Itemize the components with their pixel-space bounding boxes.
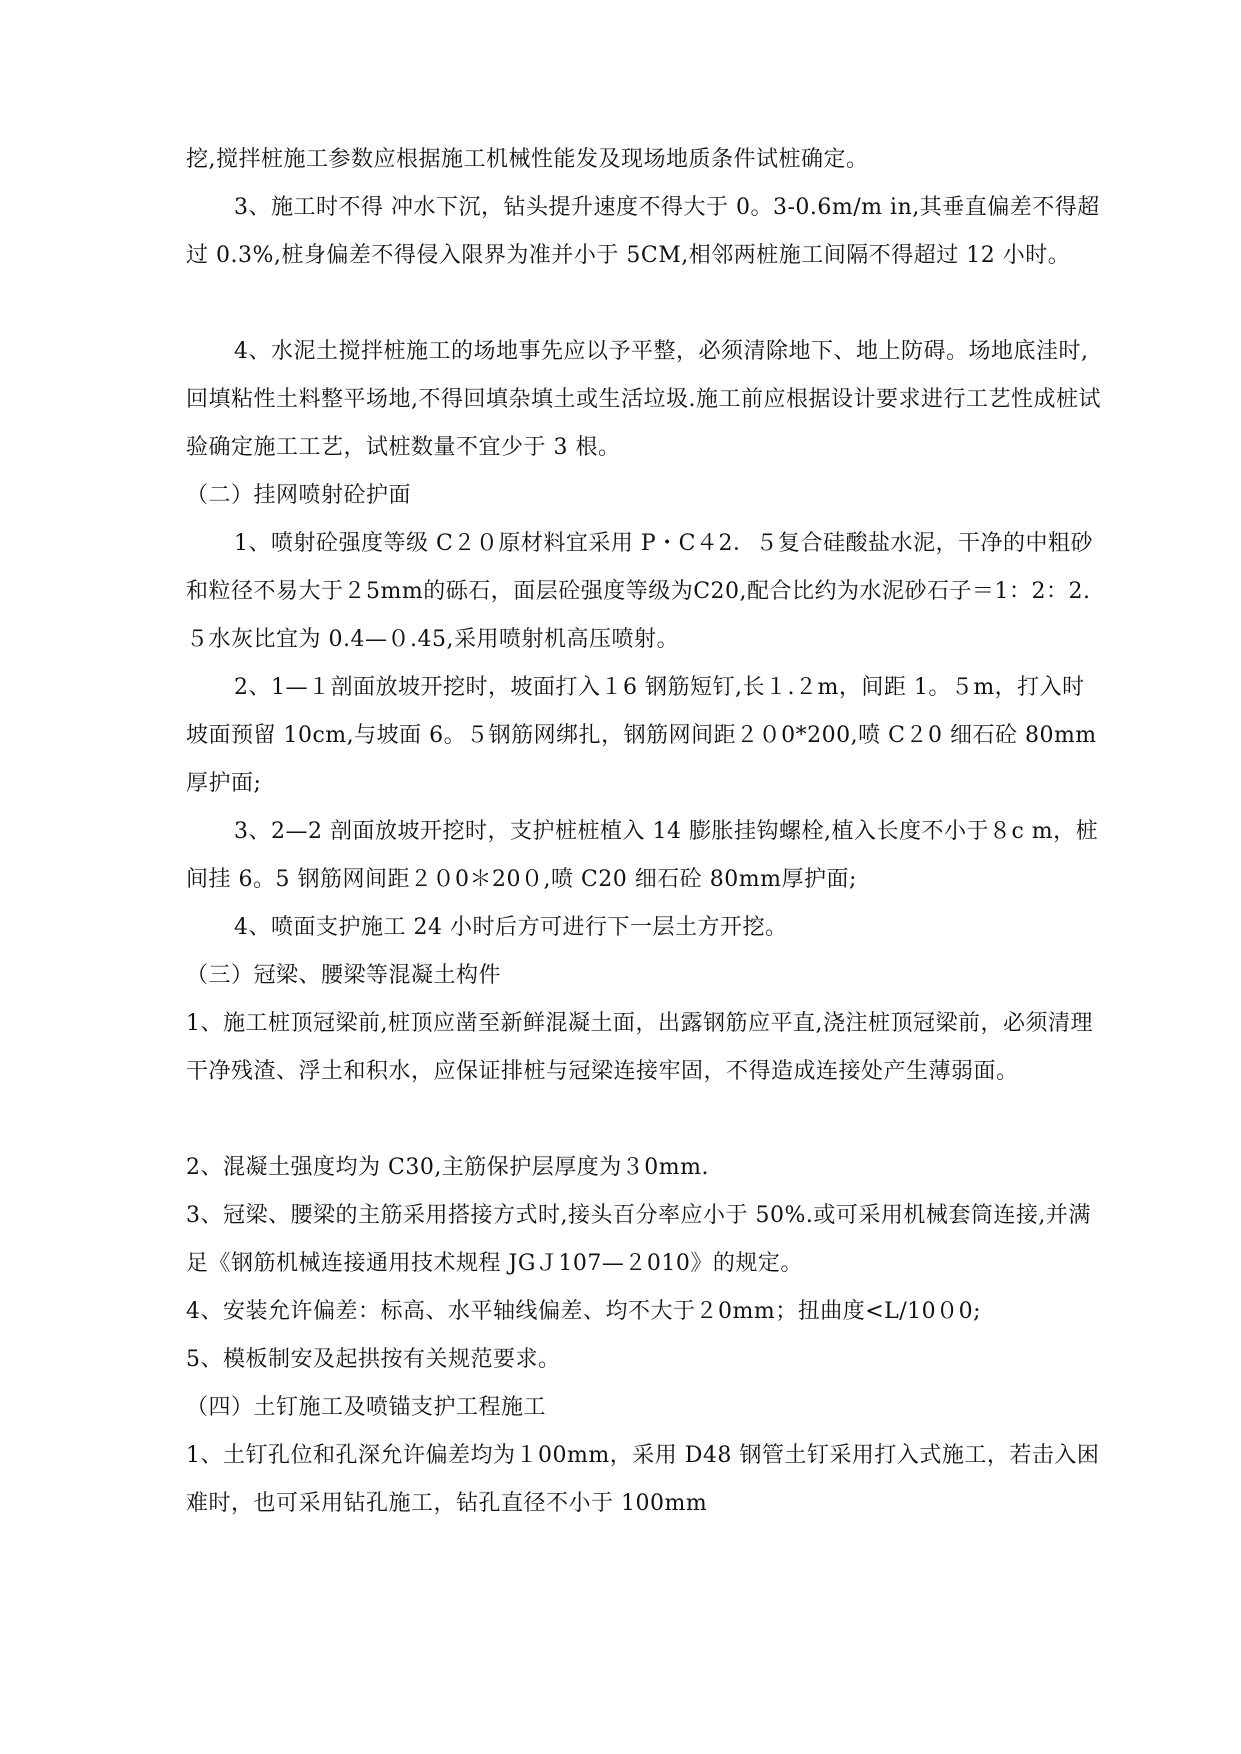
paragraph-item-1c: 1、施工桩顶冠梁前,桩顶应凿至新鲜混凝土面，出露钢筋应平直,浇注桩顶冠梁前，必须清理干净残渣、浮土和积水，应保证排桩与冠梁连接牢固，不得造成连接处产生薄弱面。	[186, 1011, 1093, 1084]
paragraph-item-3: 3、施工时不得 冲水下沉，钻头提升速度不得大于 0。3-0.6m/m in,其垂直偏差不得超过 0.3%,桩身偏差不得侵入限界为准并小于 5CM,相邻两桩施工间隔不得超过 12 小时。	[186, 195, 1100, 268]
paragraph-item-2: 2、1—１剖面放坡开挖时，坡面打入１6 钢筋短钉,长１.２m，间距 1。５m，打入时坡面预留 10cm,与坡面 6。５钢筋网绑扎，钢筋网间距２０0*200,喷 C２0 细石砼 80mm 厚护面;	[186, 675, 1097, 796]
paragraph-continuation: 挖,搅拌桩施工参数应根据施工机械性能发及现场地质条件试桩确定。	[186, 147, 869, 172]
paragraph-item-4: 4、水泥土搅拌桩施工的场地事先应以予平整，必须清除地下、地上防碍。场地底洼时,回填粘性土料整平场地,不得回填杂填土或生活垃圾.施工前应根据设计要求进行工艺性成桩试验确定施工工艺，试桩数量不宜少于 3 根。	[186, 339, 1101, 460]
paragraph-item-3b: 3、2—2 剖面放坡开挖时，支护桩桩植入 14 膨胀挂钩螺栓,植入长度不小于８c m，桩间挂 6。5 钢筋网间距２０0＊20０,喷 C20 细石砼 80mm厚护面;	[186, 819, 1099, 892]
paragraph-item-1: 1、喷射砼强度等级 C２０原材料宜采用 P・C４2．５复合硅酸盐水泥，干净的中粗砂和粒径不易大于２5mm的砾石，面层砼强度等级为C20,配合比约为水泥砂石子＝1：2：2.５水灰比宜为 0.4—０.45,采用喷射机高压喷射。	[186, 531, 1093, 652]
paragraph-item-4c: 4、安装允许偏差：标高、水平轴线偏差、均不大于２0mm；扭曲度<L/10０0;	[186, 1299, 982, 1324]
section-heading-2: （二）挂网喷射砼护面	[186, 483, 412, 508]
section-heading-4: （四）土钉施工及喷锚支护工程施工	[186, 1395, 547, 1420]
paragraph-item-4b: 4、喷面支护施工 24 小时后方可进行下一层土方开挖。	[234, 915, 788, 940]
section-heading-3: （三）冠梁、腰梁等混凝土构件	[186, 963, 502, 988]
paragraph-item-2c: 2、混凝土强度均为 C30,主筋保护层厚度为３0mm.	[186, 1155, 710, 1180]
paragraph-item-3c: 3、冠梁、腰梁的主筋采用搭接方式时,接头百分率应小于 50%.或可采用机械套筒连接,并满足《钢筋机械连接通用技术规程 JGＪ107—２010》的规定。	[186, 1203, 1091, 1276]
paragraph-item-1d: 1、土钉孔位和孔深允许偏差均为１00mm，采用 D48 钢管土钉采用打入式施工，若击入困难时，也可采用钻孔施工，钻孔直径不小于 100mm	[186, 1443, 1100, 1516]
paragraph-item-5c: 5、模板制安及起拱按有关规范要求。	[186, 1347, 561, 1372]
